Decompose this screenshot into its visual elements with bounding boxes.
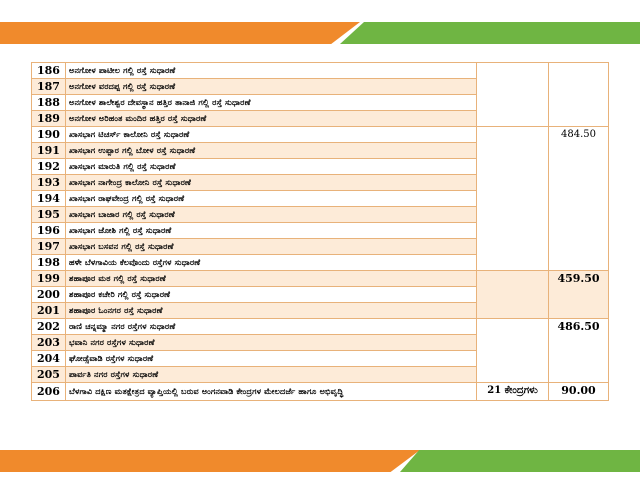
- amount-cell: [549, 383, 609, 401]
- row-description: ಭವಾನಿ ನಗರ ರಸ್ತೆಗಳ ಸುಧಾರಣೆ: [66, 335, 477, 351]
- row-description: ಶಹಾಪೂರ ಓಂನಗರ ರಸ್ತೆ ಸುಧಾರಣೆ: [66, 303, 477, 319]
- row-description: ಖಾಸಭಾಗ ನಾಗೇಂದ್ರ ಕಾಲೋನಿ ರಸ್ತೆ ಸುಧಾರಣೆ: [66, 175, 477, 191]
- bottom-orange-stripe: [0, 450, 420, 472]
- row-number: 205: [32, 367, 66, 383]
- row-number: 200: [32, 287, 66, 303]
- row-number: 204: [32, 351, 66, 367]
- amount-value: 90.00: [561, 384, 596, 397]
- row-description: ಅನಗೋಳ ಶಾಲೇಶ್ವರ ದೇವಸ್ಥಾನ ಹತ್ತಿರ ತಾನಾಜಿ ಗಲ್ಲಿ ರಸ್ತೆ ಸುಧಾರಣೆ: [66, 95, 477, 111]
- top-decorative-band: [0, 22, 640, 44]
- row-number: 190: [32, 127, 66, 143]
- row-number: 191: [32, 143, 66, 159]
- units-cell: [477, 271, 549, 319]
- top-orange-stripe: [0, 22, 360, 44]
- row-description: ಅನಗೋಳ ಪಾಟೀಲ ಗಲ್ಲಿ ರಸ್ತೆ ಸುಧಾರಣೆ: [66, 63, 477, 79]
- amount-cell: [549, 127, 609, 271]
- table-row: [32, 271, 609, 287]
- row-number: 201: [32, 303, 66, 319]
- row-number: 194: [32, 191, 66, 207]
- row-description: ಘೋಡ್ಸೆವಾಡಿ ರಸ್ತೆಗಳ ಸುಧಾರಣೆ: [66, 351, 477, 367]
- row-number: 203: [32, 335, 66, 351]
- row-number: 195: [32, 207, 66, 223]
- amount-cell: [549, 271, 609, 319]
- row-description: ಖಾಸಭಾಗ ಟಿಚರ್ಸ್ ಕಾಲೋನಿ ರಸ್ತೆ ಸುಧಾರಣೆ: [66, 127, 477, 143]
- row-description: ಖಾಸಭಾಗ ಬಾಜಾರ ಗಲ್ಲಿ ರಸ್ತೆ ಸುಧಾರಣೆ: [66, 207, 477, 223]
- row-number: 189: [32, 111, 66, 127]
- row-description: ಖಾಸಭಾಗ ಜೋಶಿ ಗಲ್ಲಿ ರಸ್ತೆ ಸುಧಾರಣೆ: [66, 223, 477, 239]
- row-description: ಶಹಾಪೂರ ಕಚೇರಿ ಗಲ್ಲಿ ರಸ್ತೆ ಸುಧಾರಣೆ: [66, 287, 477, 303]
- amount-value: 459.50: [557, 272, 600, 285]
- row-number: 202: [32, 319, 66, 335]
- row-description: ಬೆಳಗಾವಿ ದಕ್ಷಿಣ ಮತಕ್ಷೇತ್ರದ ವ್ಯಾಪ್ತಿಯಲ್ಲಿ ಬರುವ ಅಂಗನವಾಡಿ ಕೇಂದ್ರಗಳ ಮೇಲದರ್ಜೆ ಹಾಗೂ ಅಭಿವೃದ್ಧಿ: [66, 383, 477, 401]
- table-row: [32, 383, 609, 401]
- row-description: ಖಾಸಭಾಗ ಮಾರುತಿ ಗಲ್ಲಿ ರಸ್ತೆ ಸುಧಾರಣೆ: [66, 159, 477, 175]
- row-number: 192: [32, 159, 66, 175]
- amount-cell: [549, 319, 609, 383]
- bottom-decorative-band: [0, 450, 640, 472]
- bottom-green-stripe: [400, 450, 640, 472]
- amount-cell: [549, 63, 609, 127]
- row-number: 188: [32, 95, 66, 111]
- works-table: [31, 62, 609, 401]
- table-row: [32, 319, 609, 335]
- row-number: 197: [32, 239, 66, 255]
- row-description: ರಾಣಿ ಚನ್ನಮ್ಮಾ ನಗರ ರಸ್ತೆಗಳ ಸುಧಾರಣೆ: [66, 319, 477, 335]
- row-number: 206: [32, 383, 66, 401]
- table-row: [32, 127, 609, 143]
- row-description: ಖಾಸಭಾಗ ಉಪ್ಪಾರ ಗಲ್ಲಿ ಬೋಳ ರಸ್ತೆ ಸುಧಾರಣೆ: [66, 143, 477, 159]
- row-number: 187: [32, 79, 66, 95]
- row-number: 193: [32, 175, 66, 191]
- amount-value: 484.50: [561, 129, 596, 140]
- row-description: ಅನಗೋಳ ವರದಪ್ಪ ಗಲ್ಲಿ ರಸ್ತೆ ಸುಧಾರಣೆ: [66, 79, 477, 95]
- units-cell: [477, 63, 549, 127]
- row-description: ಖಾಸಭಾಗ ಬಸವನ ಗಲ್ಲಿ ರಸ್ತೆ ಸುಧಾರಣೆ: [66, 239, 477, 255]
- row-number: 196: [32, 223, 66, 239]
- top-green-stripe: [340, 22, 640, 44]
- row-description: ಖಾಸಭಾಗ ರಾಘವೇಂದ್ರ ಗಲ್ಲಿ ರಸ್ತೆ ಸುಧಾರಣೆ: [66, 191, 477, 207]
- table-row: [32, 63, 609, 79]
- units-value: 21 ಕೇಂದ್ರಗಳು: [487, 385, 538, 396]
- row-description: ಅನಗೋಳ ಅರಿಹಂತ ಮಂದಿರ ಹತ್ತಿರ ರಸ್ತೆ ಸುಧಾರಣೆ: [66, 111, 477, 127]
- units-cell: [477, 319, 549, 383]
- units-cell: [477, 383, 549, 401]
- row-description: ಹಳೇ ಬೆಳಗಾವಿಯ ಕೆಲವೊಂದು ರಸ್ತೆಗಳ ಸುಧಾರಣೆ: [66, 255, 477, 271]
- row-number: 186: [32, 63, 66, 79]
- row-number: 198: [32, 255, 66, 271]
- row-number: 199: [32, 271, 66, 287]
- amount-value: 486.50: [557, 320, 600, 333]
- units-cell: [477, 127, 549, 271]
- row-description: ಪಾರ್ವತಿ ನಗರ ರಸ್ತೆಗಳ ಸುಧಾರಣೆ: [66, 367, 477, 383]
- row-description: ಶಹಾಪೂರ ಮಠ ಗಲ್ಲಿ ರಸ್ತೆ ಸುಧಾರಣೆ: [66, 271, 477, 287]
